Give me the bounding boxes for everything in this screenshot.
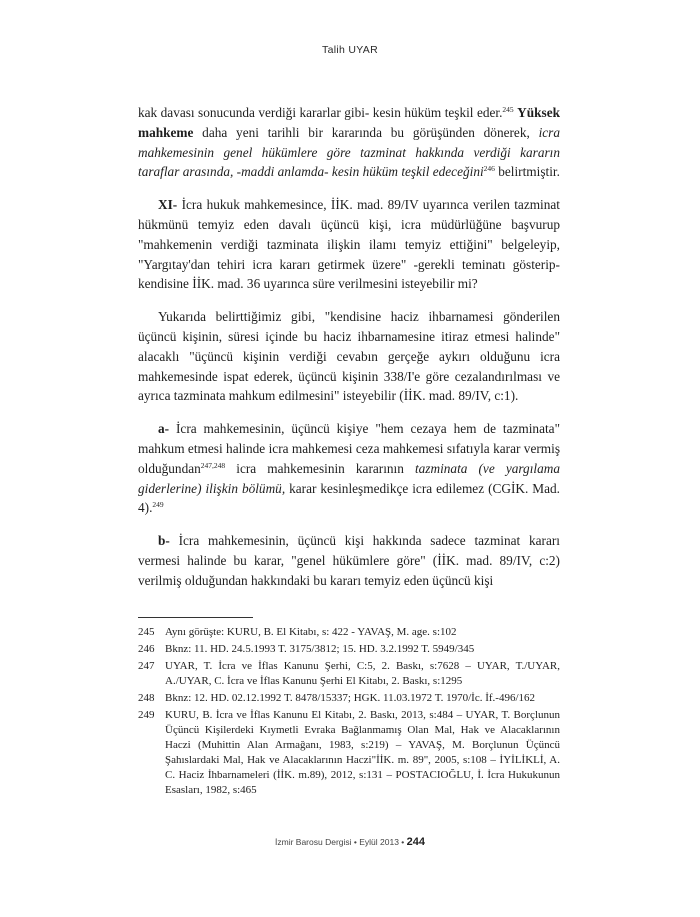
- running-header: Talih UYAR: [322, 44, 378, 56]
- p2-text: İcra hukuk mahkemesince, İİK. mad. 89/IV uyarınca verilen tazminat hükmünü temyiz eden davalı üçüncü kişi, icra müdürlüğüne başvurup "mahkemenin verdiği tazminata ilişkin ilamı temyiz ettiğini" belgeleyip, "Yargıtay'dan tehiri icra kararı getirmek üzere" -gerekli teminatı gösterip- kendisine İİK. mad. 36 uyarınca süre verilmesini isteyebilir mi?: [138, 197, 560, 292]
- footnote-ref-247-248: 247,248: [200, 460, 226, 470]
- italic-phrase: tazminata (ve yargılama giderlerine) ilişkin bölümü,: [138, 460, 560, 496]
- footnote-ref-246: 246: [483, 164, 495, 174]
- footnotes: [138, 625, 560, 800]
- journal-name: İzmir Barosu Dergisi • Eylül 2013 •: [275, 837, 407, 847]
- footnote-item: [138, 625, 560, 640]
- footnote-item: [138, 691, 560, 706]
- paragraph-5: [138, 531, 560, 590]
- footnote-ref-249: 249: [152, 500, 164, 510]
- paragraph-4: [138, 419, 560, 518]
- p4-text: İcra mahkemesinin, üçüncü kişiye "hem cezaya hem de tazminata" mahkum etmesi halinde icra mahkemesi ceza mahkemesi sıfatıyla karar vermiş olduğundan: [138, 421, 560, 476]
- bold-term: Yüksek mahkeme: [138, 105, 560, 140]
- footnote-text: Bknz: 12. HD. 02.12.1992 T. 8478/15337; HGK. 11.03.1972 T. 1970/İc. İf.-496/162: [165, 692, 536, 704]
- p1-text: kak davası sonucunda verdiği kararlar gibi- kesin hüküm teşkil eder.: [138, 105, 503, 120]
- footnote-ref-245: 245: [502, 105, 514, 114]
- footnote-number: 246: [138, 643, 155, 655]
- footnote-item: [138, 642, 560, 657]
- footnote-number: 248: [138, 692, 155, 704]
- p4-text: icra mahkemesinin kararının: [225, 460, 415, 476]
- paragraph-2: [138, 195, 560, 294]
- p4-text: karar kesinleşmedikçe icra edilemez (CGİK. Mad. 4).: [138, 480, 560, 516]
- p1-text: daha yeni tarihli bir kararında bu görüşünden dönerek,: [193, 124, 539, 140]
- footnote-item: [138, 708, 560, 798]
- footnote-number: 249: [138, 709, 155, 721]
- footnote-number: 247: [138, 660, 155, 672]
- p1-text: belirtmiştir.: [494, 164, 560, 180]
- p3-text: Yukarıda belirttiğimiz gibi, "kendisine haciz ihbarnamesi gönderilen üçüncü kişinin, süresi içinde bu haciz ihbarnamesine itiraz etmesi halinde" alacaklı "üçüncü kişinin verdiği cevabın gerçeğe aykırı olduğunu icra mahkemesinde ispat ederek, üçüncü kişinin 338/I'e göre cezalandırılması ve ayrıca tazminata mahkum edilmesini" isteyebilir (İİK. mad. 89/IV, c:1).: [138, 309, 560, 404]
- footnote-text: UYAR, T. İcra ve İflas Kanunu Şerhi, C:5, 2. Baskı, s:7628 – UYAR, T./UYAR, A./UYAR, C. İcra ve İflas Kanunu Şerhi El Kitabı, 2. Baskı, s:1295: [165, 660, 560, 687]
- paragraph-3: [138, 307, 560, 406]
- footnote-text: Bknz: 11. HD. 24.5.1993 T. 3175/3812; 15. HD. 3.2.1992 T. 5949/345: [165, 643, 475, 655]
- page-number: 244: [406, 836, 425, 848]
- item-marker: a-: [158, 421, 170, 437]
- footnote-item: [138, 659, 560, 689]
- main-body: [138, 103, 560, 604]
- footnote-text: KURU, B. İcra ve İflas Kanunu El Kitabı, 2. Baskı, 2013, s:484 – UYAR, T. Borçlunun Üçüncü Kişilerdeki Kıymetli Evraka Bağlanmamış Olan Mal, Hak ve Alacaklarının Haczi (Muhittin Alan Armağanı, 1983, s:219) – YAVAŞ, M. Borçlunun Üçüncü Şahıslardaki Mal, Hak ve Alacaklarının Haczi"İİK. m. 89", 2005, s:108 – İYİLİKLİ, A. C. Haciz İhbarnameleri (İİK. m.89), 2012, s:131 – POSTACIOĞLU, İ. İcra Hukukunun Esasları, 1982, s:465: [165, 709, 560, 796]
- footnote-separator: [138, 617, 253, 618]
- footnote-text: Aynı görüşte: KURU, B. El Kitabı, s: 422 - YAVAŞ, M. age. s:102: [165, 626, 457, 638]
- paragraph-1: [138, 103, 560, 182]
- item-marker: b-: [158, 533, 170, 549]
- italic-quote: icra mahkemesinin genel hükümlere göre tazminat hakkında verdiği kararın taraflar arasında, -maddi anlamda- kesin hüküm teşkil edeceğini: [138, 124, 560, 180]
- page-footer: [0, 836, 700, 848]
- section-marker: XI-: [158, 197, 178, 213]
- p5-text: İcra mahkemesinin, üçüncü kişi hakkında sadece tazminat kararı vermesi halinde bu karar, "genel hükümlere göre" (İİK. mad. 89/IV, c:2) verilmiş olduğundan hakkındaki bu kararı temyiz eden üçüncü kişi: [138, 533, 560, 588]
- footnote-number: 245: [138, 626, 155, 638]
